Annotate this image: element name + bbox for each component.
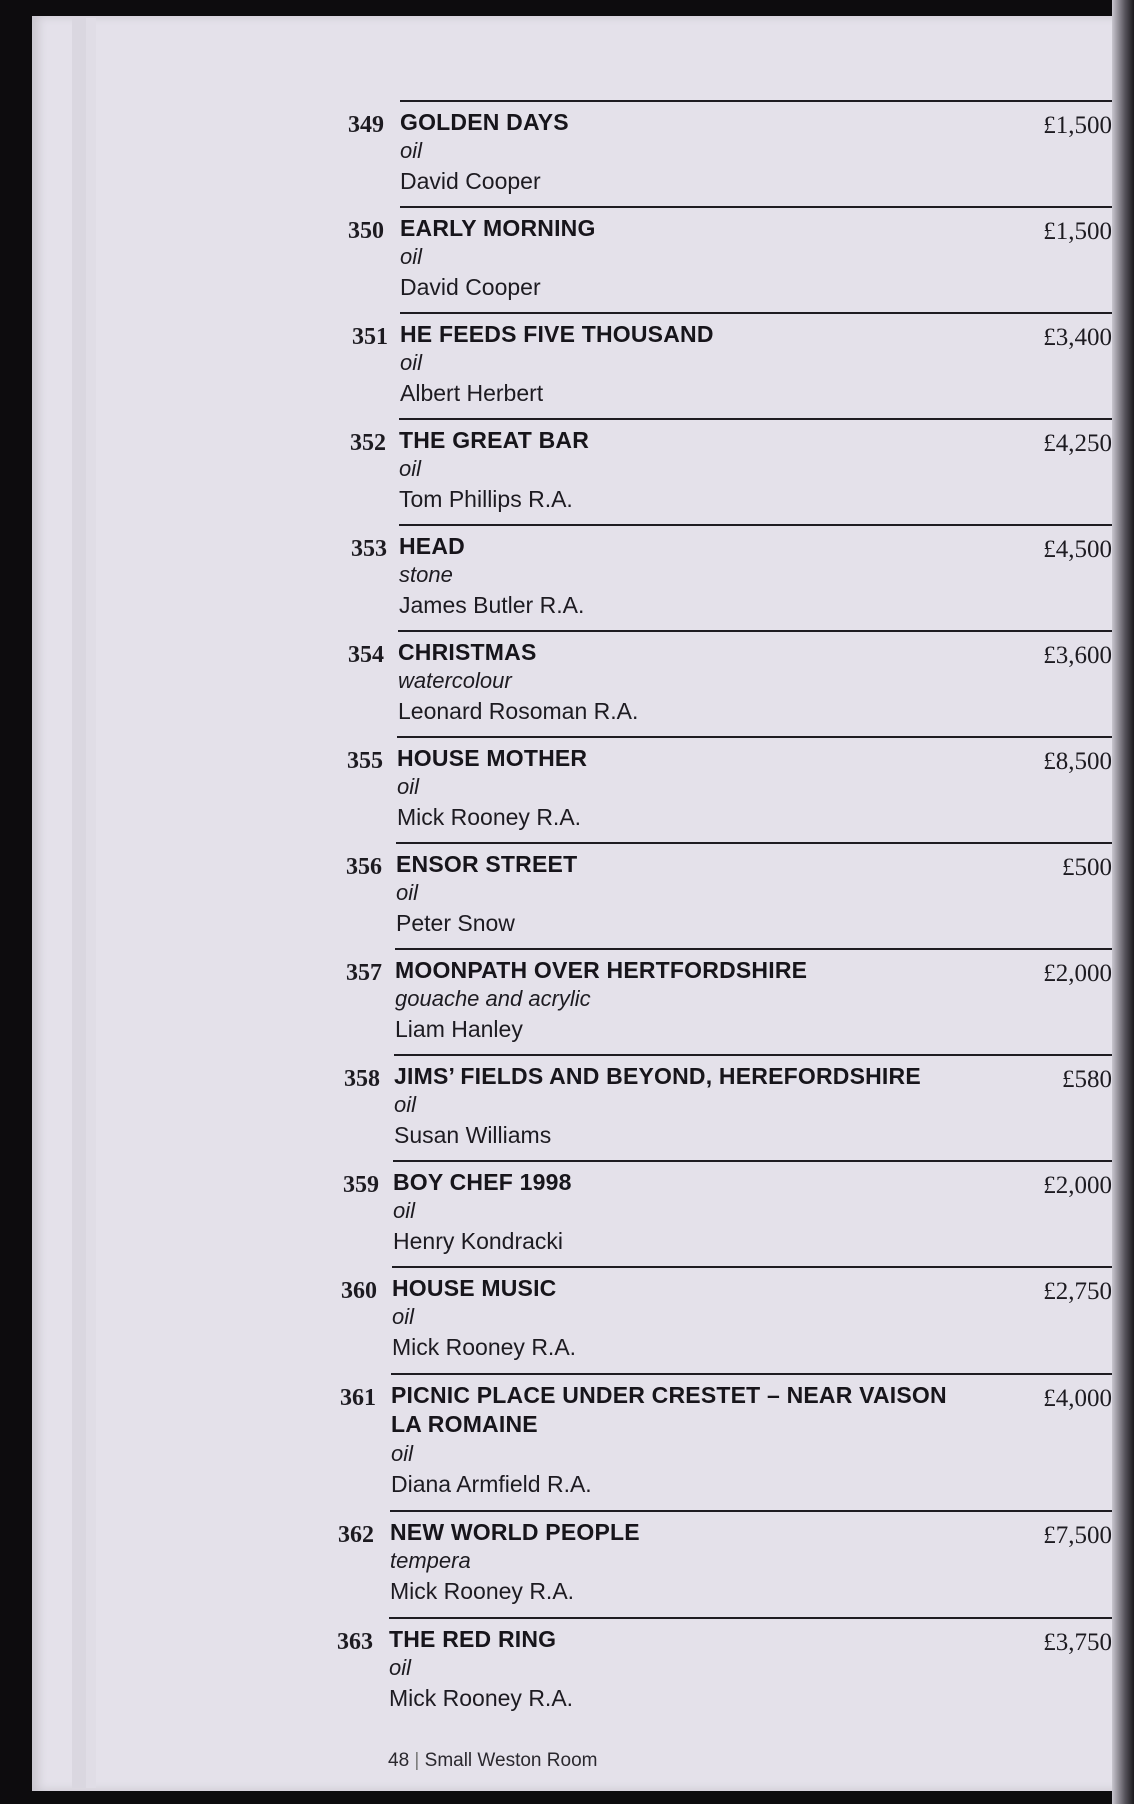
entry-medium: tempera <box>390 1548 471 1573</box>
entry-artist: Mick Rooney R.A. <box>392 1334 577 1360</box>
entry-number: 363 <box>337 1629 373 1655</box>
entry-price: £2,000 <box>1043 1172 1112 1199</box>
entry-medium: oil <box>400 244 423 269</box>
entry-medium: oil <box>399 456 422 481</box>
page-shadow <box>1112 0 1134 1804</box>
entry-artist: James Butler R.A. <box>399 592 585 618</box>
entry-title: NEW WORLD PEOPLE <box>390 1519 640 1545</box>
entry-price: £3,600 <box>1043 642 1112 669</box>
entry-price: £3,750 <box>1043 1629 1112 1656</box>
catalogue-entry <box>340 1373 1112 1509</box>
catalogue-entry <box>343 1160 1112 1264</box>
entry-medium: oil <box>389 1655 412 1680</box>
catalogue-entry <box>348 100 1112 204</box>
entry-price: £2,000 <box>1043 960 1112 987</box>
entry-title: HE FEEDS FIVE THOUSAND <box>400 321 714 347</box>
entry-title: THE GREAT BAR <box>399 427 590 453</box>
entry-medium: oil <box>400 350 423 375</box>
catalogue-entry <box>351 524 1112 628</box>
entry-number: 360 <box>341 1278 377 1304</box>
entry-title: EARLY MORNING <box>400 215 596 241</box>
page-footer <box>388 1750 597 1772</box>
catalogue-entry <box>352 312 1112 416</box>
entry-medium: watercolour <box>398 668 512 693</box>
entry-number: 354 <box>348 642 384 668</box>
entry-title: HOUSE MUSIC <box>392 1275 557 1301</box>
entry-title: GOLDEN DAYS <box>400 109 569 135</box>
entry-price: £4,250 <box>1043 430 1112 457</box>
entry-number: 349 <box>348 112 384 138</box>
catalogue-entry <box>348 206 1112 310</box>
entry-medium: oil <box>397 774 420 799</box>
catalogue-entry <box>341 1266 1112 1370</box>
entry-number: 357 <box>346 960 382 986</box>
page-edge <box>72 18 87 1788</box>
footer-separator: | <box>414 1750 420 1771</box>
entry-artist: Mick Rooney R.A. <box>390 1578 575 1604</box>
entry-artist: David Cooper <box>400 274 541 300</box>
entry-title: HEAD <box>399 533 465 559</box>
entry-title-line2: LA ROMAINE <box>391 1411 538 1437</box>
entry-number: 358 <box>344 1066 380 1092</box>
catalogue-entry <box>348 630 1112 734</box>
entry-artist: Liam Hanley <box>395 1016 523 1042</box>
entry-number: 351 <box>352 324 388 350</box>
entry-medium: oil <box>396 880 419 905</box>
catalogue-entry <box>338 1510 1112 1614</box>
page-number: 48 <box>388 1750 410 1771</box>
catalogue-entry <box>350 418 1112 522</box>
entry-number: 352 <box>350 430 386 456</box>
entry-price: £8,500 <box>1043 748 1112 775</box>
entry-title: MOONPATH OVER HERTFORDSHIRE <box>395 957 808 983</box>
entry-artist: David Cooper <box>400 168 541 194</box>
entry-title: HOUSE MOTHER <box>397 745 588 771</box>
entry-price: £4,500 <box>1043 536 1112 563</box>
entry-price: £2,750 <box>1043 1278 1112 1305</box>
entry-artist: Mick Rooney R.A. <box>397 804 582 830</box>
entry-title: JIMS’ FIELDS AND BEYOND, HEREFORDSHIRE <box>394 1063 921 1089</box>
entry-medium: oil <box>394 1092 417 1117</box>
page-edge <box>86 18 96 1788</box>
entry-medium: oil <box>392 1304 415 1329</box>
entry-artist: Diana Armfield R.A. <box>391 1471 592 1497</box>
room-name: Small Weston Room <box>424 1750 598 1771</box>
entry-price: £4,000 <box>1043 1385 1112 1412</box>
entry-title: THE RED RING <box>389 1626 557 1652</box>
entry-price: £1,500 <box>1043 218 1112 245</box>
entry-number: 353 <box>351 536 387 562</box>
entry-title: ENSOR STREET <box>396 851 578 877</box>
entry-title: BOY CHEF 1998 <box>393 1169 572 1195</box>
entry-artist: Leonard Rosoman R.A. <box>398 698 639 724</box>
entry-number: 362 <box>338 1522 374 1548</box>
entry-medium: oil <box>400 138 423 163</box>
entry-artist: Tom Phillips R.A. <box>399 486 573 512</box>
entry-number: 355 <box>347 748 383 774</box>
catalogue-entry <box>346 842 1112 946</box>
entry-price: £7,500 <box>1043 1522 1112 1549</box>
entry-title: CHRISTMAS <box>398 639 537 665</box>
entry-artist: Susan Williams <box>394 1122 552 1148</box>
entry-medium: gouache and acrylic <box>395 986 591 1011</box>
catalogue-entry <box>347 736 1112 840</box>
entry-price: £1,500 <box>1043 112 1112 139</box>
entry-title: PICNIC PLACE UNDER CRESTET – NEAR VAISON <box>391 1382 947 1408</box>
catalogue-entry <box>337 1617 1112 1721</box>
entry-number: 359 <box>343 1172 379 1198</box>
entry-artist: Albert Herbert <box>400 380 544 406</box>
entry-price: £580 <box>1062 1066 1112 1093</box>
catalogue-entry <box>344 1054 1112 1158</box>
entry-medium: stone <box>399 562 453 587</box>
entry-artist: Henry Kondracki <box>393 1228 564 1254</box>
entry-medium: oil <box>393 1198 416 1223</box>
entry-medium: oil <box>391 1441 414 1466</box>
entry-artist: Mick Rooney R.A. <box>389 1685 574 1711</box>
entry-number: 356 <box>346 854 382 880</box>
catalogue-entry <box>346 948 1112 1052</box>
entry-price: £3,400 <box>1043 324 1112 351</box>
entry-price: £500 <box>1062 854 1112 881</box>
entry-artist: Peter Snow <box>396 910 515 936</box>
entry-number: 361 <box>340 1385 376 1411</box>
entry-number: 350 <box>348 218 384 244</box>
